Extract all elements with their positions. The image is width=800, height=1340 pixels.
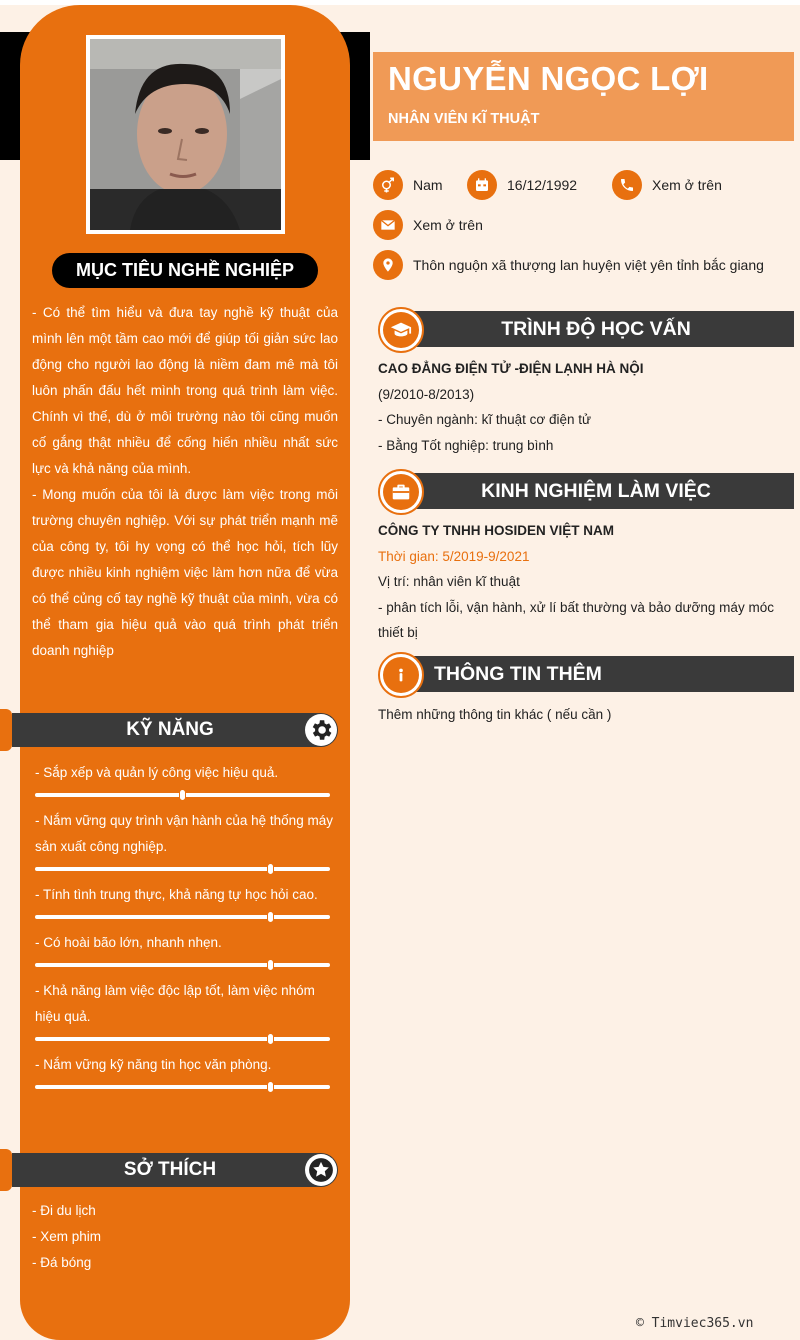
skill-level-marker <box>267 1033 274 1045</box>
footer-copyright: © Timviec365.vn <box>636 1316 754 1331</box>
experience-position: Vị trí: nhân viên kĩ thuật <box>378 574 520 589</box>
name-header <box>373 52 794 141</box>
skills-tab-marker <box>0 709 12 751</box>
skill-bar <box>35 867 330 871</box>
location-pin-icon <box>373 250 403 280</box>
experience-title: KINH NGHIỆM LÀM VIỆC <box>481 480 711 502</box>
skill-item <box>35 882 335 919</box>
experience-icon-frame <box>378 469 424 515</box>
experience-title-bar <box>398 473 794 509</box>
education-title: TRÌNH ĐỘ HỌC VẤN <box>501 318 691 340</box>
phone-icon <box>612 170 642 200</box>
avatar-photo <box>90 39 281 230</box>
education-school: CAO ĐẲNG ĐIỆN TỬ -ĐIỆN LẠNH HÀ NỘI <box>378 361 644 376</box>
education-icon-frame <box>378 307 424 353</box>
gender-value: Nam <box>413 177 443 193</box>
objective-paragraph-1: - Có thể tìm hiểu và đưa tay nghề kỹ thuật của mình lên một tầm cao mới để giúp tối giản sức lao động cho người lao động là niềm đam mê mà tôi luôn phấn đấu hết mình trong quá trình làm việc. Chính vì thế, dù ở môi trường nào tôi cũng muốn cố gắng thật nhiều để cống hiến nhiều nhất sức lực và khả năng của mình. <box>32 305 338 476</box>
hobby-item: - Đá bóng <box>32 1255 92 1270</box>
skill-bar <box>35 1037 330 1041</box>
experience-company: CÔNG TY TNHH HOSIDEN VIỆT NAM <box>378 523 615 538</box>
birthday-value: 16/12/1992 <box>507 177 578 193</box>
additional-header <box>378 652 794 700</box>
mail-icon <box>373 210 403 240</box>
birthday-row <box>467 170 577 200</box>
skill-level-marker <box>267 911 274 923</box>
address-value: Thôn nguộn xã thượng lan huyện việt yên tỉnh bắc giang <box>413 257 764 273</box>
skill-bar <box>35 793 330 797</box>
email-value: Xem ở trên <box>413 217 483 233</box>
skill-text: - Nắm vững quy trình vận hành của hệ thống máy sản xuất công nghiệp. <box>35 813 333 854</box>
additional-title: THÔNG TIN THÊM <box>434 663 602 685</box>
education-title-bar <box>398 311 794 347</box>
experience-header <box>378 469 794 517</box>
skill-level-marker <box>267 863 274 875</box>
skills-header <box>12 713 338 747</box>
skill-bar <box>35 915 330 919</box>
skill-text: - Khả năng làm việc độc lập tốt, làm việc nhóm hiệu quả. <box>35 983 315 1024</box>
hobbies-list <box>32 1198 101 1276</box>
phone-value: Xem ở trên <box>652 177 722 193</box>
education-major: - Chuyên ngành: kĩ thuật cơ điện tử <box>378 412 592 427</box>
gender-icon <box>373 170 403 200</box>
phone-row <box>612 170 722 200</box>
skills-title: KỸ NĂNG <box>126 719 214 740</box>
objective-title: MỤC TIÊU NGHỀ NGHIỆP <box>52 253 318 288</box>
additional-content <box>378 702 774 728</box>
skills-list <box>35 760 335 1100</box>
email-row <box>373 210 483 240</box>
hobby-item: - Xem phim <box>32 1229 102 1244</box>
skill-text: - Nắm vững kỹ năng tin học văn phòng. <box>35 1057 272 1072</box>
skill-level-marker <box>179 789 186 801</box>
education-period: (9/2010-8/2013) <box>378 386 475 402</box>
star-icon <box>305 1154 337 1186</box>
hobbies-tab-marker <box>0 1149 12 1191</box>
gender-row <box>373 170 443 200</box>
objective-paragraph-2: - Mong muốn của tôi là được làm việc trong môi trường chuyên nghiệp. Với sự phát triển mạnh mẽ của công ty, tôi hy vọng có thể học hỏi, tích lũy được nhiều kinh nghiệm việc làm hơn nữa để vừa có thể củng cố tay nghề kỹ thuật của mình, vừa có thể tham gia hiệu quả vào quá trình phát triển doanh nghiệp <box>32 487 338 658</box>
additional-title-bar <box>398 656 794 692</box>
additional-icon-frame <box>378 652 424 698</box>
skill-text: - Tính tình trung thực, khả năng tự học hỏi cao. <box>35 887 318 902</box>
avatar <box>86 35 285 234</box>
education-header <box>378 307 794 355</box>
experience-period: Thời gian: 5/2019-9/2021 <box>378 548 530 564</box>
experience-content <box>378 518 774 646</box>
skill-item <box>35 930 335 967</box>
gear-icon <box>305 714 337 746</box>
skill-bar <box>35 1085 330 1089</box>
job-title: NHÂN VIÊN KĨ THUẬT <box>388 111 540 127</box>
skill-text: - Có hoài bão lớn, nhanh nhẹn. <box>35 935 222 950</box>
skill-bar <box>35 963 330 967</box>
skill-item <box>35 978 335 1041</box>
address-row <box>373 250 764 280</box>
skill-level-marker <box>267 959 274 971</box>
education-content <box>378 356 774 458</box>
calendar-icon <box>467 170 497 200</box>
skill-item <box>35 808 335 871</box>
skill-item <box>35 760 335 797</box>
info-icon <box>383 657 419 693</box>
additional-text: Thêm những thông tin khác ( nếu cần ) <box>378 707 612 722</box>
graduation-cap-icon <box>383 312 419 348</box>
experience-duties: - phân tích lỗi, vận hành, xử lí bất thường và bảo dưỡng máy móc thiết bị <box>378 599 774 640</box>
objective-text <box>32 300 338 664</box>
hobby-item: - Đi du lịch <box>32 1203 96 1218</box>
skill-level-marker <box>267 1081 274 1093</box>
full-name: NGUYỄN NGỌC LỢI <box>388 60 709 97</box>
hobbies-title: SỞ THÍCH <box>123 1159 217 1180</box>
skill-text: - Sắp xếp và quản lý công việc hiệu quả. <box>35 765 279 780</box>
hobbies-header <box>12 1153 338 1187</box>
briefcase-icon <box>383 474 419 510</box>
education-degree: - Bằng Tốt nghiệp: trung bình <box>378 437 554 453</box>
skill-item <box>35 1052 335 1089</box>
